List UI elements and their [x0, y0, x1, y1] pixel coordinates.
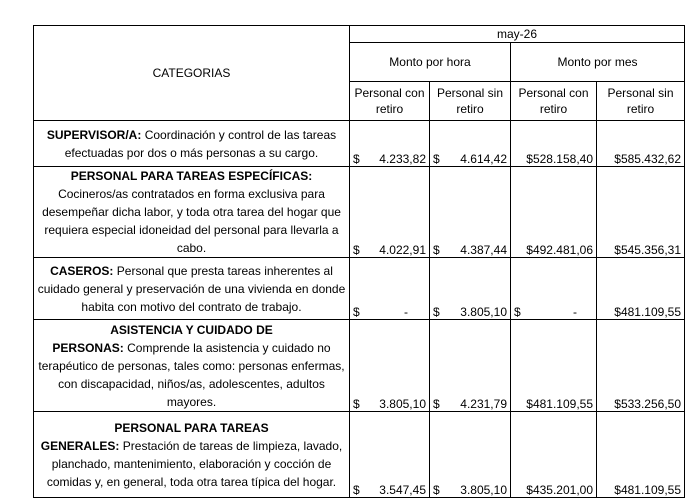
hora-sin-retiro-header: Personal sin retiro: [430, 82, 511, 121]
table-row: [34, 167, 685, 258]
hour-sin-retiro-value: $ 4.231,79: [430, 320, 511, 412]
month-con-retiro-value: $492.481,06: [511, 167, 597, 258]
hour-sin-retiro-value: $ 3.805,10: [430, 258, 511, 320]
month-sin-retiro-value: $533.256,50: [597, 320, 685, 412]
mes-con-retiro-header: Personal con retiro: [511, 82, 597, 121]
hour-sin-retiro-value: $ 4.614,42: [430, 121, 511, 167]
month-con-retiro-value: $435.201,00: [511, 412, 597, 498]
month-con-retiro-value: $ -: [511, 258, 597, 320]
month-sin-retiro-value: $545.356,31: [597, 167, 685, 258]
category-description: ASISTENCIA Y CUIDADO DE PERSONAS: Comprende la asistencia y cuidado no terapéutico de personas, tales como: personas enfermas, con discapacidad, niños/as, adolescentes, adultos mayores.: [34, 320, 350, 412]
categorias-header: CATEGORIAS: [34, 26, 350, 121]
table-row: [34, 412, 685, 498]
month-sin-retiro-value: $481.109,55: [597, 258, 685, 320]
month-sin-retiro-value: $585.432,62: [597, 121, 685, 167]
monto-hora-header: Monto por hora: [350, 43, 511, 82]
month-sin-retiro-value: $481.109,55: [597, 412, 685, 498]
period-header: may-26: [350, 26, 685, 43]
hour-con-retiro-value: $ 4.022,91: [350, 167, 430, 258]
table-row: [34, 121, 685, 167]
category-description: CASEROS: Personal que presta tareas inherentes al cuidado general y preservación de una vivienda en donde habita con motivo del contrato de trabajo.: [34, 258, 350, 320]
table-row: [34, 258, 685, 320]
hora-con-retiro-header: Personal con retiro: [350, 82, 430, 121]
month-con-retiro-value: $528.158,40: [511, 121, 597, 167]
hour-sin-retiro-value: $ 3.805,10: [430, 412, 511, 498]
category-description: PERSONAL PARA TAREAS ESPECÍFICAS: Cocineros/as contratados en forma exclusiva para desempeñar dicha labor, y toda otra tarea del hogar que requiera especial idoneidad del personal para llevarla a cabo.: [34, 167, 350, 258]
month-con-retiro-value: $481.109,55: [511, 320, 597, 412]
hour-con-retiro-value: $ 4.233,82: [350, 121, 430, 167]
table-row: [34, 320, 685, 412]
hour-con-retiro-value: $ 3.805,10: [350, 320, 430, 412]
salary-table: [33, 25, 685, 498]
monto-mes-header: Monto por mes: [511, 43, 685, 82]
category-description: SUPERVISOR/A: Coordinación y control de las tareas efectuadas por dos o más personas a su cargo.: [34, 121, 350, 167]
hour-con-retiro-value: $ 3.547,45: [350, 412, 430, 498]
hour-con-retiro-value: $ -: [350, 258, 430, 320]
category-description: PERSONAL PARA TAREAS GENERALES: Prestación de tareas de limpieza, lavado, planchado, mantenimiento, elaboración y cocción de comidas y, en general, toda otra tarea típica del hogar.: [34, 412, 350, 498]
mes-sin-retiro-header: Personal sin retiro: [597, 82, 685, 121]
hour-sin-retiro-value: $ 4.387,44: [430, 167, 511, 258]
